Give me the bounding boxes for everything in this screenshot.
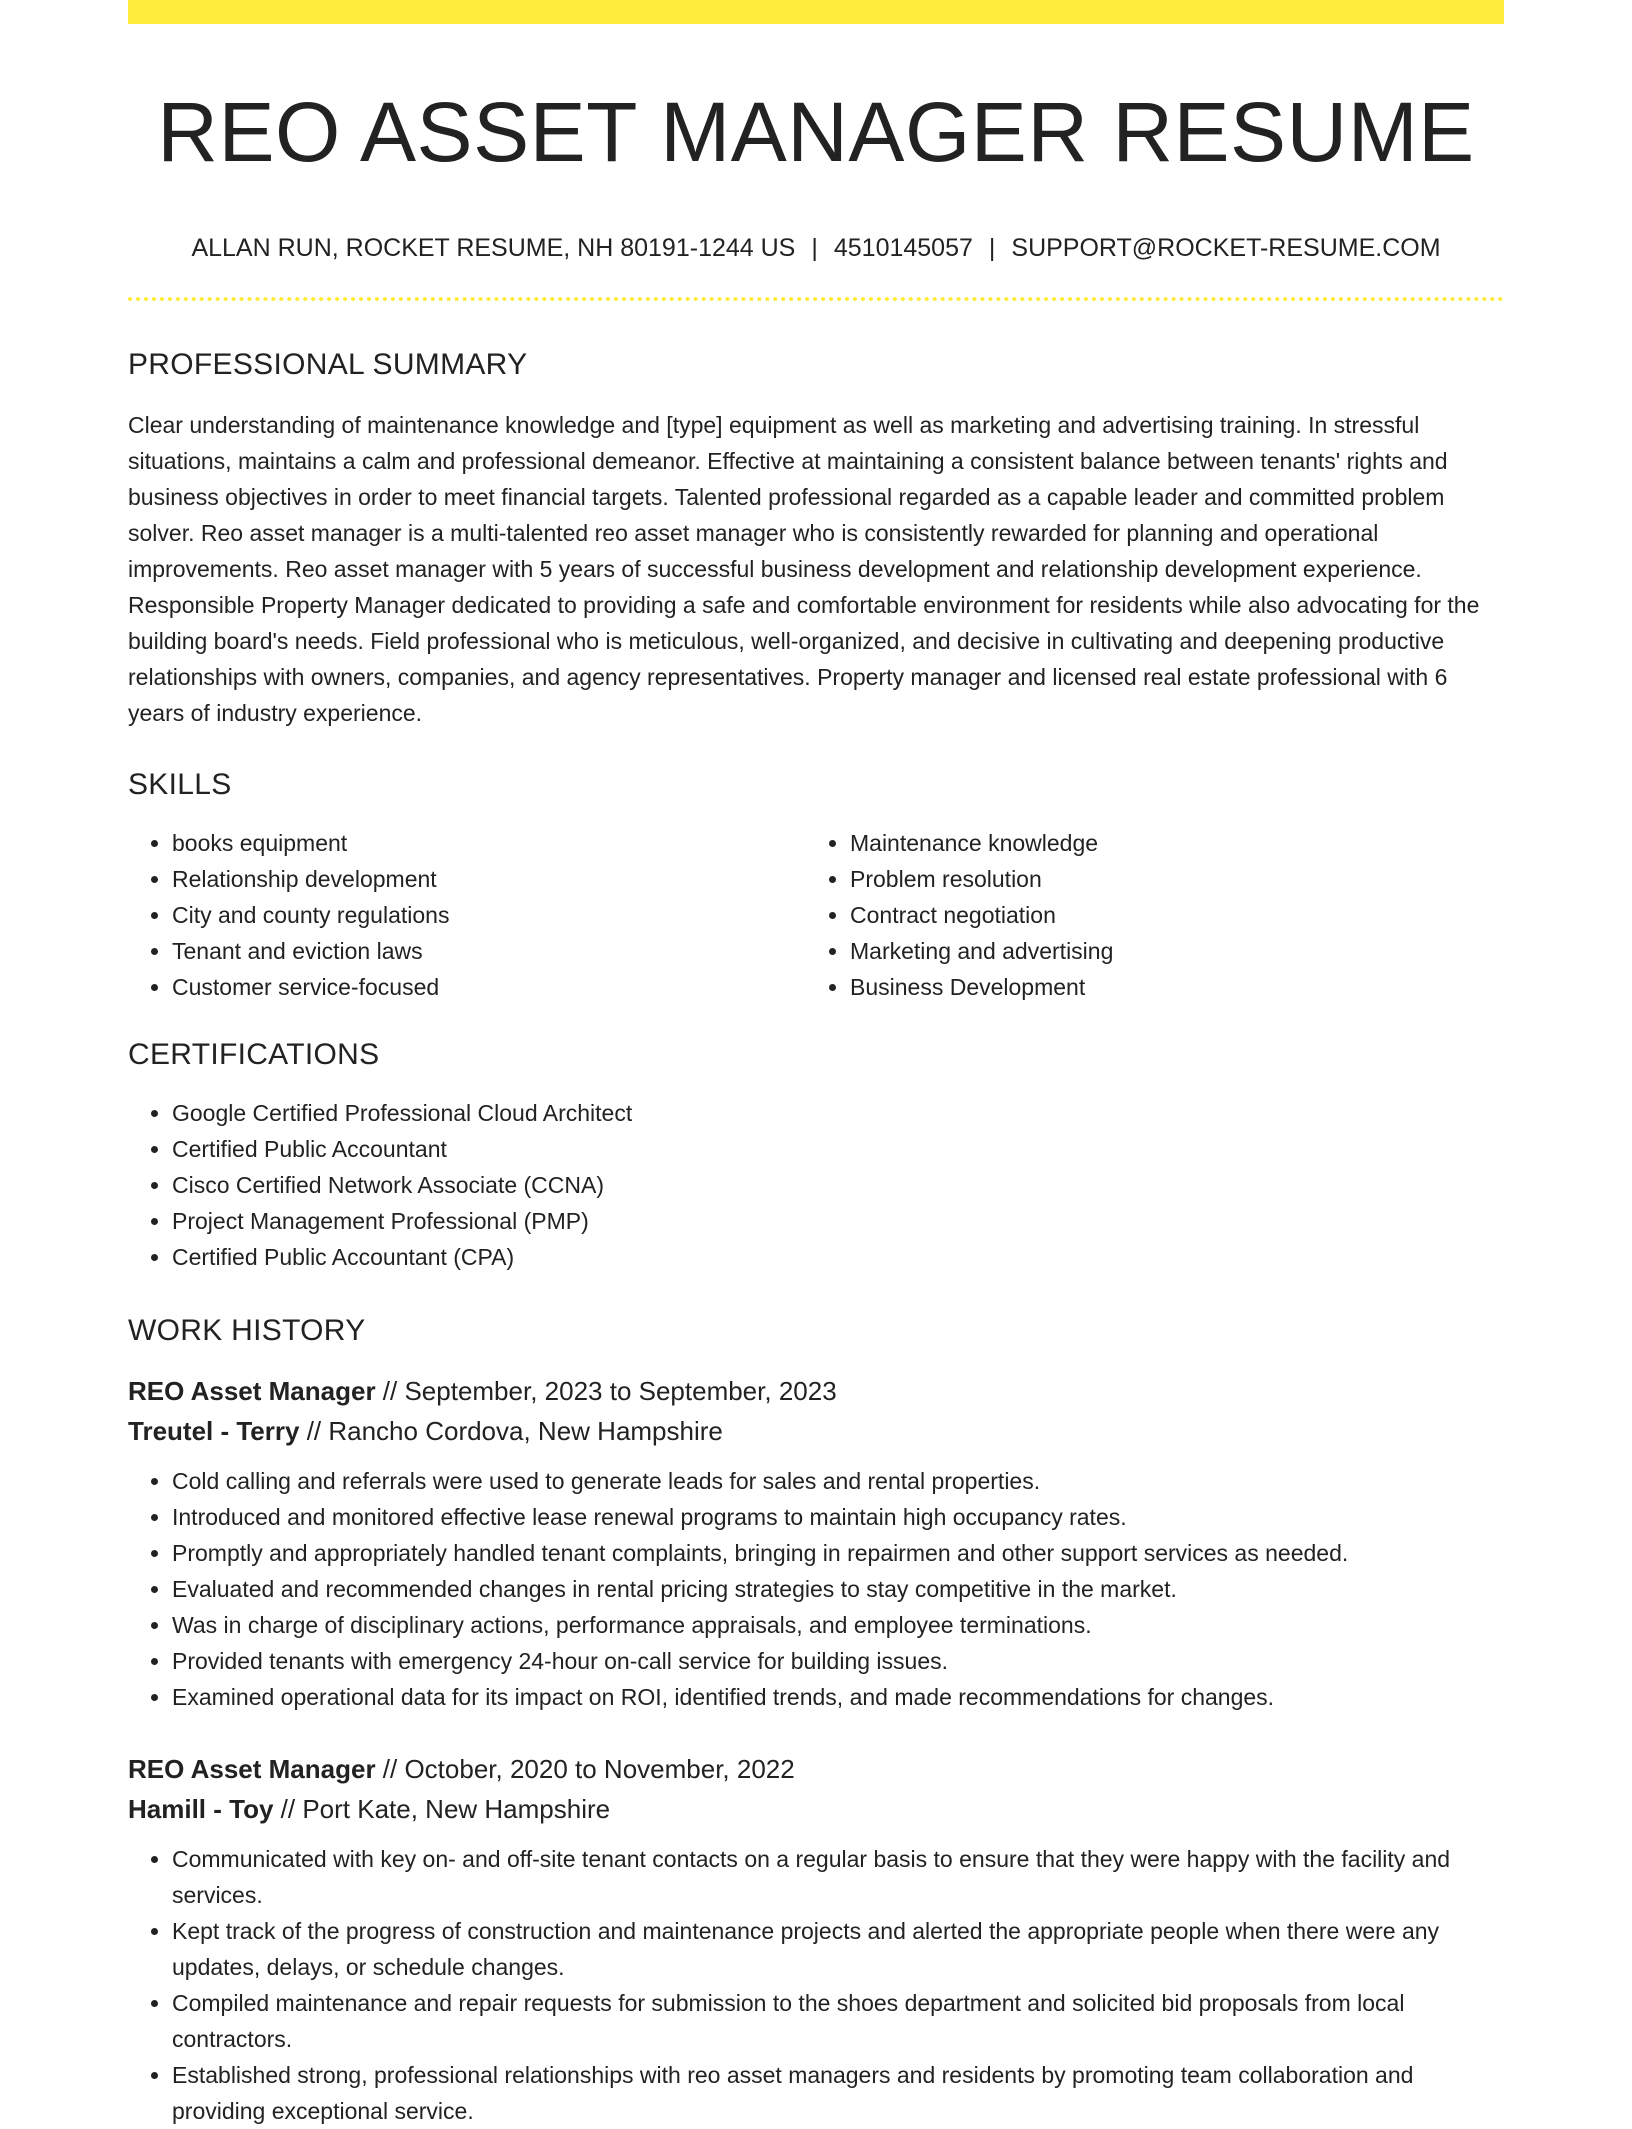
job-dates: // October, 2020 to November, 2022 (375, 1753, 795, 1784)
job-dates: // September, 2023 to September, 2023 (375, 1375, 837, 1406)
job-location: // Port Kate, New Hampshire (273, 1793, 611, 1824)
job-entry (128, 1371, 1504, 1715)
skills-heading: SKILLS (128, 767, 232, 801)
job-bullet: • Evaluated and recommended changes in rental pricing strategies to stay competitive in the market. (172, 1571, 1504, 1607)
job-company: Treutel - Terry (128, 1415, 300, 1446)
skills-grid (128, 825, 1504, 1005)
skill-item: • books equipment (172, 825, 806, 861)
job-bullets (128, 1841, 1504, 2129)
skills-right-column (806, 825, 1484, 1005)
contact-separator: | (988, 233, 996, 262)
dotted-divider (128, 297, 1504, 301)
resume-page (128, 0, 1504, 2129)
certification-item: • Project Management Professional (PMP) (172, 1203, 1504, 1239)
skill-item: • Relationship development (172, 861, 806, 897)
job-title-line (128, 1371, 1504, 1411)
certification-item: • Certified Public Accountant (CPA) (172, 1239, 1504, 1275)
job-location: // Rancho Cordova, New Hampshire (299, 1415, 723, 1446)
skill-item: • Contract negotiation (850, 897, 1484, 933)
skill-item: • Business Development (850, 969, 1484, 1005)
job-bullet: • Compiled maintenance and repair requests for submission to the shoes department and solicited bid proposals from local contractors. (172, 1985, 1504, 2057)
contact-email: SUPPORT@ROCKET-RESUME.COM (1011, 233, 1441, 262)
job-company-line (128, 1789, 1504, 1829)
contact-line (128, 233, 1504, 263)
skill-item: • Tenant and eviction laws (172, 933, 806, 969)
contact-separator: | (811, 233, 818, 262)
contact-address: ALLAN RUN, ROCKET RESUME, NH 80191-1244 US (191, 233, 796, 262)
job-bullet: • Examined operational data for its impact on ROI, identified trends, and made recommendations for changes. (172, 1679, 1504, 1715)
certification-item: • Google Certified Professional Cloud Architect (172, 1095, 1504, 1131)
skills-left-column (128, 825, 806, 1005)
job-bullets (128, 1463, 1504, 1715)
job-bullet: • Was in charge of disciplinary actions, performance appraisals, and employee terminations. (172, 1607, 1504, 1643)
skill-item: • Customer service-focused (172, 969, 806, 1005)
job-title: REO Asset Manager (128, 1753, 376, 1784)
job-bullet: • Cold calling and referrals were used to generate leads for sales and rental properties. (172, 1463, 1504, 1499)
job-entry (128, 1749, 1504, 2129)
job-bullet: • Established strong, professional relationships with reo asset managers and residents by promoting team collaboration and providing exceptional service. (172, 2057, 1504, 2129)
skill-item: • Marketing and advertising (850, 933, 1484, 969)
job-bullet: • Kept track of the progress of construction and maintenance projects and alerted the appropriate people when there were any updates, delays, or schedule changes. (172, 1913, 1504, 1985)
job-bullet: • Promptly and appropriately handled tenant complaints, bringing in repairmen and other support services as needed. (172, 1535, 1504, 1571)
skill-item: • Maintenance knowledge (850, 825, 1484, 861)
certification-item: • Cisco Certified Network Associate (CCNA) (172, 1167, 1504, 1203)
skill-item: • City and county regulations (172, 897, 806, 933)
certification-item: • Certified Public Accountant (172, 1131, 1504, 1167)
work-history-heading: WORK HISTORY (128, 1313, 366, 1347)
contact-phone: 4510145057 (833, 233, 973, 262)
summary-text: Clear understanding of maintenance knowledge and [type] equipment as well as marketing and advertising training. In stressful situations, maintains a calm and professional demeanor. Effective at maintaining a consistent balance between tenants' rights and business objectives in order to meet financial targets. Talented professional regarded as a capable leader and committed problem solver. Reo asset manager is a multi-talented reo asset manager who is consistently rewarded for planning and operational improvements. Reo asset manager with 5 years of successful business development and relationship development experience. Responsible Property Manager dedicated to providing a safe and comfortable environment for residents while also advocating for the building board's needs. Field professional who is meticulous, well-organized, and decisive in cultivating and deepening productive relationships with owners, companies, and agency representatives. Property manager and licensed real estate professional with 6 years of industry experience. (128, 411, 1480, 726)
summary-heading: PROFESSIONAL SUMMARY (128, 347, 528, 381)
job-company-line (128, 1411, 1504, 1451)
job-bullet: • Communicated with key on- and off-site tenant contacts on a regular basis to ensure that they were happy with the facility and services. (172, 1841, 1504, 1913)
certifications-heading: CERTIFICATIONS (128, 1037, 380, 1071)
job-title-line (128, 1749, 1504, 1789)
job-company: Hamill - Toy (128, 1793, 274, 1824)
job-title: REO Asset Manager (128, 1375, 376, 1406)
job-bullet: • Introduced and monitored effective lease renewal programs to maintain high occupancy rates. (172, 1499, 1504, 1535)
certifications-list (128, 1095, 1504, 1275)
skill-item: • Problem resolution (850, 861, 1484, 897)
job-bullet: • Provided tenants with emergency 24-hour on-call service for building issues. (172, 1643, 1504, 1679)
resume-title: REO ASSET MANAGER RESUME (157, 85, 1475, 179)
accent-bar (128, 0, 1504, 24)
